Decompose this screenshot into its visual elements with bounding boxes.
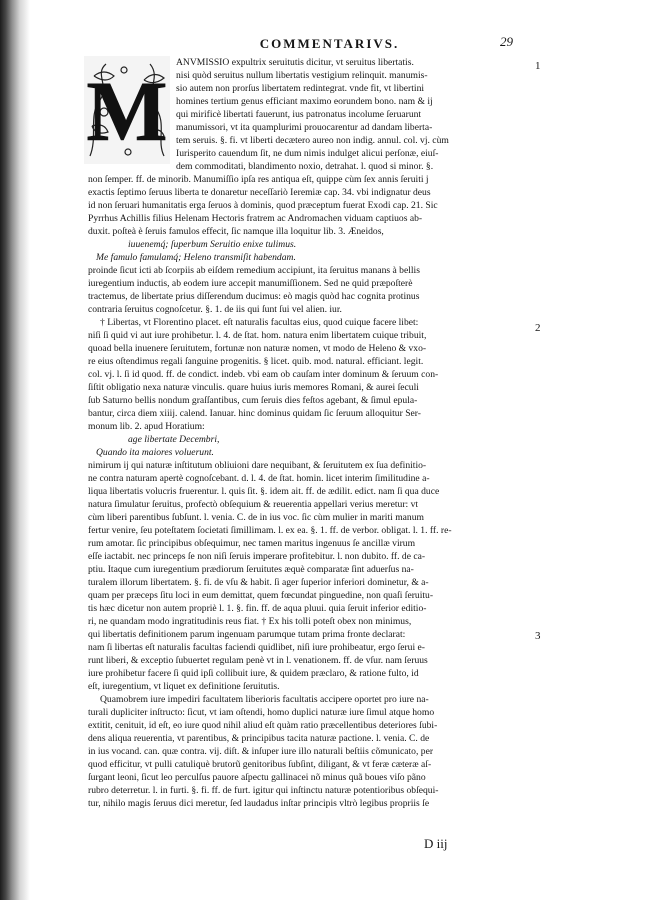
text-line: non ſemper. ff. de minorib. Manumiſſio ipſa res antiqua eſt, quippe cùm ſex annis ſeruiti j	[88, 174, 429, 185]
text-line: manumissori, vt ita quamplurimi prouocarentur ad dandam liberta-	[176, 122, 433, 133]
text-line: proinde ſicut icti ab ſcorpiis ab eiſdem remedium accipiunt, ita ſeruitus manans à bellis	[88, 265, 420, 276]
decorated-initial-icon	[84, 56, 170, 164]
text-line: nimirum ij qui naturæ inſtitutum obliuioni dare nequibant, & ſeruitutem ex ſua definitio-	[88, 460, 427, 471]
text-line: contraria ſeruitus cognoſcetur. §. 1. de iis qui ſunt ſui vel alien. iur.	[88, 304, 342, 315]
text-line: tractemus, de libertate prius diſſerendum ducimus: eò magis quòd hac cognita protinus	[88, 291, 420, 302]
text-line: quoad bella inuenere ſeruitutem, fortunæ non naturæ nomen, vt modo de Heleno & vxo-	[88, 343, 427, 354]
text-line: Iurisperito cauendum ſit, ne dum nimis indulget alicui perſonæ, eiuſ-	[176, 148, 439, 159]
text-line: runt liberi, & exceptio ſubuertet regulam penè vt in l. venationem. ff. de vſur. nam ſeruus	[88, 655, 428, 666]
text-line: id non ſeruari humanitatis erga ſeruos à dominis, quod præceptum fuerat Exodi cap. 21. Sic	[88, 200, 438, 211]
text-line: † Libertas, vt Florentino placet. eſt naturalis facultas eius, quod cuique facere libet:	[100, 317, 419, 328]
signature-mark: D iij	[424, 836, 448, 851]
text-line: ſiſtit obligatio nexa naturæ vinculis. quare huius iuris memores Romani, & aurei ſeculi	[88, 382, 419, 393]
text-line: niſi ſi quid vi aut iure prohibetur. l. 4. de ſtat. hom. natura enim libertatem cuique tribuit,	[88, 330, 427, 341]
text-line: exactis ſeptimo ſeruus liberta te donaretur neceſſariò Ieremiæ cap. 34. vbi indignatur deus	[88, 187, 431, 198]
text-line: bantur, circa diem xiiij. calend. Ianuar. hinc dominus quidam ſic ſeruum alloquitur Ser-	[88, 408, 421, 419]
text-line: Pyrrhus Achillis filius Helenam Hectoris fratrem ac Andromachen viduam captiuos ab-	[88, 213, 423, 224]
text-line: ſub Saturno bellis nondum graſſantibus, cum ſeruis dies feſtos agebant, & ſimul epula-	[88, 395, 418, 406]
text-line: dens aliqua reuerentia, vt parentibus, & principibus tacita naturæ pactione. l. venia. C. de	[88, 733, 430, 744]
text-line: Quamobrem iure impediri facultatem liberioris facultatis accipere oportet pro iure na-	[100, 694, 429, 705]
text-line: quam per præceps ſitu loci in eum demittat, quem fœcundat pinguedine, non quaſi ſeruitu-	[88, 590, 434, 601]
main-text	[88, 56, 532, 810]
text-line: sio autem non prorſus libertatem redintegrat. vnde fit, vt libertini	[176, 83, 425, 94]
scan-gutter-shadow	[0, 0, 30, 900]
decorated-initial-m	[84, 56, 170, 164]
text-line: ri, ne quandam modo ingratitudinis reus fiat. † Ex his tolli poteſt obex non minimus,	[88, 616, 412, 627]
text-line: rubro deterretur. l. in furti. §. fi. ff. de furt. igitur qui inſtinctu naturæ potentioribus obſequi-	[88, 785, 439, 796]
paragraph-quamobrem	[88, 693, 532, 810]
text-line: tis hæc dicetur non autem propriè l. 1. §. fin. ff. de aqua pluui. quia ſeruit inferior editio-	[88, 603, 427, 614]
text-line: extitit, cenituit, id eſt, eo iure quod nihil aliud eſt quàm ratio præcellentibus deteriores ſubi-	[88, 720, 438, 731]
page-number: 29	[500, 34, 513, 49]
text-line: qui libertatis definitionem parum ingenuam parumque tutam prima fronte declarat:	[88, 629, 406, 640]
text-line: qui mirificè libertati fauerunt, ius patronatus incolume ſeruarunt	[176, 109, 422, 120]
paragraph-libertas	[88, 316, 532, 433]
running-title: COMMENTARIVS.	[259, 36, 400, 51]
margin-note-1: 1	[535, 60, 541, 72]
text-line: in ius vocand. can. quæ contra. vij. diſt. & inſuper iure illo naturali beſtiis cõmunicato, per	[88, 746, 434, 757]
text-line: ANVMISSIO expultrix seruitutis dicitur, vt seruitus libertatis.	[176, 57, 414, 68]
verse-line: Me famulo famulamq́; Heleno transmiſit habendam.	[96, 252, 296, 263]
text-line: ne contra naturam apertè cognoſcebant. d. l. 4. de ſtat. homin. licet interim ſimilitudine a-	[88, 473, 430, 484]
text-line: iuregentium inductis, ab eodem iure accepit manumiſſionem. Sed ne quid præpoſterè	[88, 278, 413, 289]
text-line: turali dupliciter inſtructo: ſicut, vt iam oſtendi, homo duplici naturæ iure ſimul atque homo	[88, 707, 435, 718]
margin-note-2: 2	[535, 322, 541, 334]
text-line: re eius oſtendimus regali ſanguine progenitis. § licet. quib. mod. natural. efficiant. legit.	[88, 356, 424, 367]
text-line: tur, nihilo magis ſeruus dici meretur, ſed laudadus inſtar principis vltrò legibus propriis ſe	[88, 798, 430, 809]
text-line: ptiu. Itaque cum iuregentium prædiorum ſeruitutes æquè comparatæ ſint aduerſus na-	[88, 564, 414, 575]
paragraph-2	[88, 264, 532, 316]
text-line: eſſe iactabit. nec princeps ſe non niſi ſeruis imperare profitebitur. l. non dubito. ff. de ca-	[88, 551, 426, 562]
margin-note-3: 3	[535, 630, 541, 642]
verse-quote-horace	[88, 433, 532, 459]
verse-quote-aeneid	[88, 238, 532, 264]
text-line: fertur venire, ſeu poteſtatem ſocietati ſimillimam. l. ex ea. §. 1. ff. de verbor. obligat. l. 1. ff. re-	[88, 525, 452, 536]
verse-line: iuuenemq́; ſuperbum Seruitio enixe tulimus.	[128, 239, 297, 250]
text-line: quod efficitur, vt pulli catuliquè brutorũ genitoribus ſubſint, diligant, & vt feræ cæteræ aſ-	[88, 759, 432, 770]
text-line: ſurgant leoni, ſicut leo perculſus pauore aſpectu gallinacei nõ minus quã boues viſo pãno	[88, 772, 426, 783]
text-line: homines tertium genus efficiant maximo eorundem bono. nam & ij	[176, 96, 433, 107]
text-line: turalem illorum libertatem. §. fi. de vſu & habit. ſi ager ſuperior inferiori dominetur, & a-	[88, 577, 429, 588]
text-line: monum lib. 2. apud Horatium:	[88, 421, 205, 432]
text-line: col. vj. l. ſi id quod. ff. de condict. indeb. vbi eam ob cauſam inter dominum & ſeruum con-	[88, 369, 439, 380]
text-line: duxit. poſteà è ſeruis famulos effecit, ſic namque illa loquitur lib. 3. Æneidos,	[88, 226, 384, 237]
text-line: nisi quòd seruitus nullum libertatis vestigium relinquit. manumis-	[176, 70, 428, 81]
verse-line: age libertate Decembri,	[128, 434, 220, 445]
text-line: nam ſi libertas eſt naturalis facultas faciendi quidlibet, niſi iure prohibeatur, ergo ſerui e-	[88, 642, 425, 653]
verse-line: Quando ita maiores voluerunt.	[96, 447, 214, 458]
text-line: cùm liberi parentibus ſubſunt. l. venia. C. de in ius voc. ſic cùm mulier in mariti manum	[88, 512, 424, 523]
text-line: iure prohibetur facere ſi quid ipſi collibuit iure, & quidem præclaro, & ratione fulto, id	[88, 668, 419, 679]
text-line: rum amotar. ſic principibus obſequimur, nec tamen maritus ingenuus ſe ancillæ virum	[88, 538, 416, 549]
text-line: natura ſimulatur ſeruitus, profectò obſequium & reuerentia appellari verius meretur: vt	[88, 499, 419, 510]
initial-letter: M	[86, 63, 168, 159]
text-line: eſt, iuregentium, vt liquet ex definitione ſeruitutis.	[88, 681, 280, 692]
paragraph-4	[88, 459, 532, 693]
text-line: liqua libertatis volucris fruerentur. l. quis ſit. §. idem ait. ff. de ædilit. edict. nam ſi qua duce	[88, 486, 440, 497]
text-line: dem commoditati, blandimento noxio, detrahat. l. quod si minor. §.	[176, 161, 434, 172]
text-line: tem seruis. §. fi. vt liberti decætero aureo non indig. annul. col. vj. cùm	[176, 135, 449, 146]
